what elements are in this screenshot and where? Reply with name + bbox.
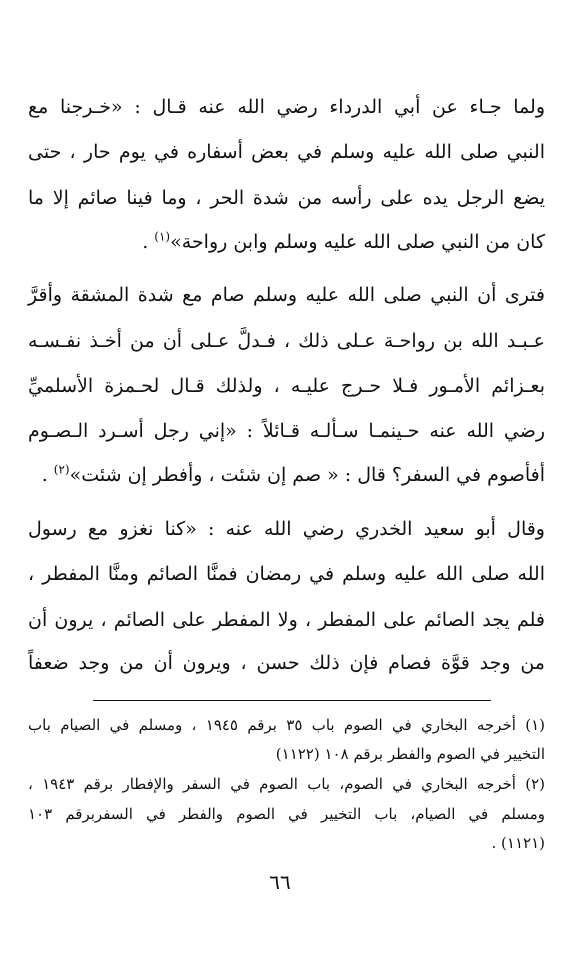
paragraph-3-line-3: فلم يجد الصائم على المفطر ، ولا المفطر على الصائم ، يرون أن xyxy=(28,609,545,631)
paragraph-2-line-2: عـبـد الله بن رواحـة عـلى ذلك ، فـدلَّ عـلى أن من أخـذ نفـسـه xyxy=(28,330,545,352)
footnote-2-line-3: (١١٢١) . xyxy=(491,834,545,852)
paragraph-1-line-1: ولما جـاء عن أبي الدرداء رضي الله عنه قـال : «خـرجنا مع xyxy=(28,96,545,118)
paragraph-2-line-3: بعـزائم الأمـور فـلا حـرج عليـه ، ولذلك قـال لحـمزة الأسلميِّ xyxy=(28,375,545,397)
footnote-2-line-2: ومسلم في الصيام، باب التخيير في الصوم والفطر في السفربرقم ١٠٣ xyxy=(28,805,545,823)
paragraph-2-line-5 xyxy=(28,455,545,495)
paragraph-2-line-1: فترى أن النبي صلى الله عليه وسلم صام مع شدة المشقة وأقرَّ xyxy=(28,284,545,306)
footnote-1-line-2: التخيير في الصوم والفطر برقم ١٠٨ (١١٢٢) xyxy=(275,745,545,763)
footnote-ref-1: (١) xyxy=(154,229,171,244)
paragraph-2-line-5-text: أفأصوم في السفر؟ قال : « صم إن شئت ، وأفطر إن شئت» xyxy=(69,464,545,486)
footnote-separator xyxy=(93,700,491,701)
paragraph-1-line-4-text: كان من النبي صلى الله عليه وسلم وابن رواحة» xyxy=(170,231,545,253)
footnote-1-line-1: (١) أخرجه البخاري في الصوم باب ٣٥ برقم ١٩٤٥ ، ومسلم في الصيام باب xyxy=(28,716,545,734)
paragraph-3-line-4: من وجد قوَّة فصام فإن ذلك حسن ، ويرون أن من وجد ضعفاً xyxy=(28,652,545,674)
footnote-ref-2: (٢) xyxy=(53,462,70,477)
footnote-2-line-1: (٢) أخرجه البخاري في الصوم، باب الصوم في السفر والإفطار برقم ١٩٤٣ ، xyxy=(28,775,546,793)
paragraph-1-end-punct: . xyxy=(142,231,155,253)
paragraph-2-end-punct: . xyxy=(41,464,54,486)
paragraph-3-line-2: الله صلى الله عليه وسلم في رمضان فمنَّا الصائم ومنَّا المفطر ، xyxy=(28,563,545,585)
paragraph-1-line-2: النبي صلى الله عليه وسلم في بعض أسفاره في يوم حار ، حتى xyxy=(28,141,545,163)
page-number: ٦٦ xyxy=(269,870,291,894)
paragraph-1-line-4 xyxy=(28,222,545,262)
paragraph-3-line-1: وقال أبو سعيد الخدري رضي الله عنه : «كنا نغزو مع رسول xyxy=(28,518,545,540)
paragraph-1-line-3: يضع الرجل يده على رأسه من شدة الحر ، وما فينا صائم إلا ما xyxy=(28,187,545,209)
paragraph-2-line-4: رضي الله عنه حـينمـا سـألـه قـائلاً : «إني رجل أسـرد الـصـوم xyxy=(28,420,545,442)
